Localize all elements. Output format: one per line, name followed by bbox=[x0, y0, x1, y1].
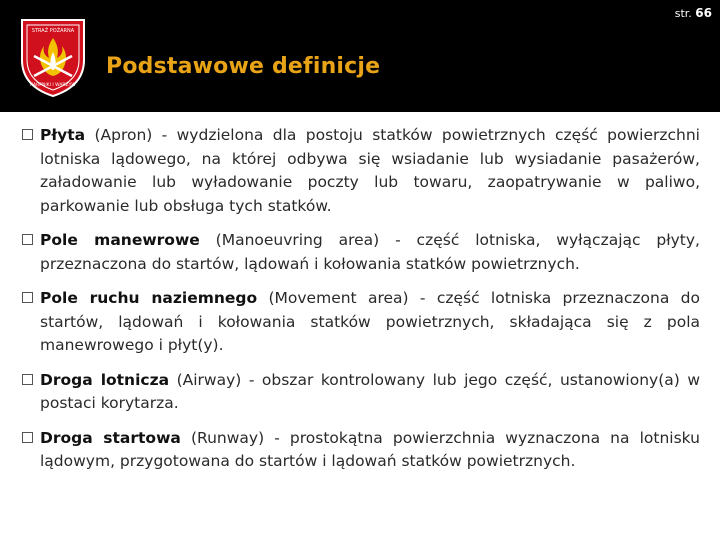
checkbox-bullet-icon bbox=[22, 432, 33, 443]
definition-item bbox=[22, 124, 700, 218]
definition-term: Pole ruchu naziemnego bbox=[40, 289, 258, 307]
definition-text: (Movement area) - część lotniska przeznaczona do startów, lądowań i kołowania statków powietrznych, składająca się z pola manewrowego i płyt(y). bbox=[40, 289, 700, 354]
checkbox-bullet-icon bbox=[22, 292, 33, 303]
definition-item bbox=[22, 369, 700, 416]
checkbox-bullet-icon bbox=[22, 234, 33, 245]
definition-item bbox=[22, 287, 700, 358]
page-label: str. bbox=[674, 7, 692, 20]
page-number bbox=[675, 6, 712, 20]
definitions-list bbox=[22, 124, 700, 485]
fire-brigade-logo-icon bbox=[18, 16, 88, 98]
definition-text: (Manoeuvring area) - część lotniska, wyłączając płyty, przeznaczona do startów, lądowań i kołowania statków powietrznych. bbox=[40, 231, 700, 273]
definition-text: (Runway) - prostokątna powierzchnia wyznaczona na lotnisku lądowym, przygotowana do startów i lądowań statków powietrznych. bbox=[40, 428, 700, 470]
definition-item bbox=[22, 427, 700, 474]
definition-term: Pole manewrowe bbox=[40, 231, 200, 249]
checkbox-bullet-icon bbox=[22, 129, 33, 140]
definition-text: (Airway) - obszar kontrolowany lub jego część, ustanowiony(a) w postaci korytarza. bbox=[40, 370, 700, 412]
logo-top-text: STRAŻ POŻARNA bbox=[31, 28, 75, 34]
definition-text: (Apron) - wydzielona dla postoju statków powietrznych część powierzchni lotniska lądowego, na której odbywa się wsiadanie lub wysiadanie pasażerów, załadowanie lub wyładowanie poczty lub towaru, zaopatrywanie w paliwo, parkowanie lub obsługa tych statków. bbox=[40, 126, 700, 215]
definition-item bbox=[22, 229, 700, 276]
page-number-value: 66 bbox=[695, 6, 712, 20]
logo-bottom-text: KARPNIKI I WARZYW bbox=[30, 83, 76, 88]
slide-title: Podstawowe definicje bbox=[106, 54, 381, 79]
checkbox-bullet-icon bbox=[22, 374, 33, 385]
slide-header bbox=[0, 0, 720, 112]
definition-term: Droga lotnicza bbox=[40, 370, 170, 389]
definition-term: Droga startowa bbox=[40, 428, 181, 447]
definition-term: Płyta bbox=[40, 126, 86, 144]
